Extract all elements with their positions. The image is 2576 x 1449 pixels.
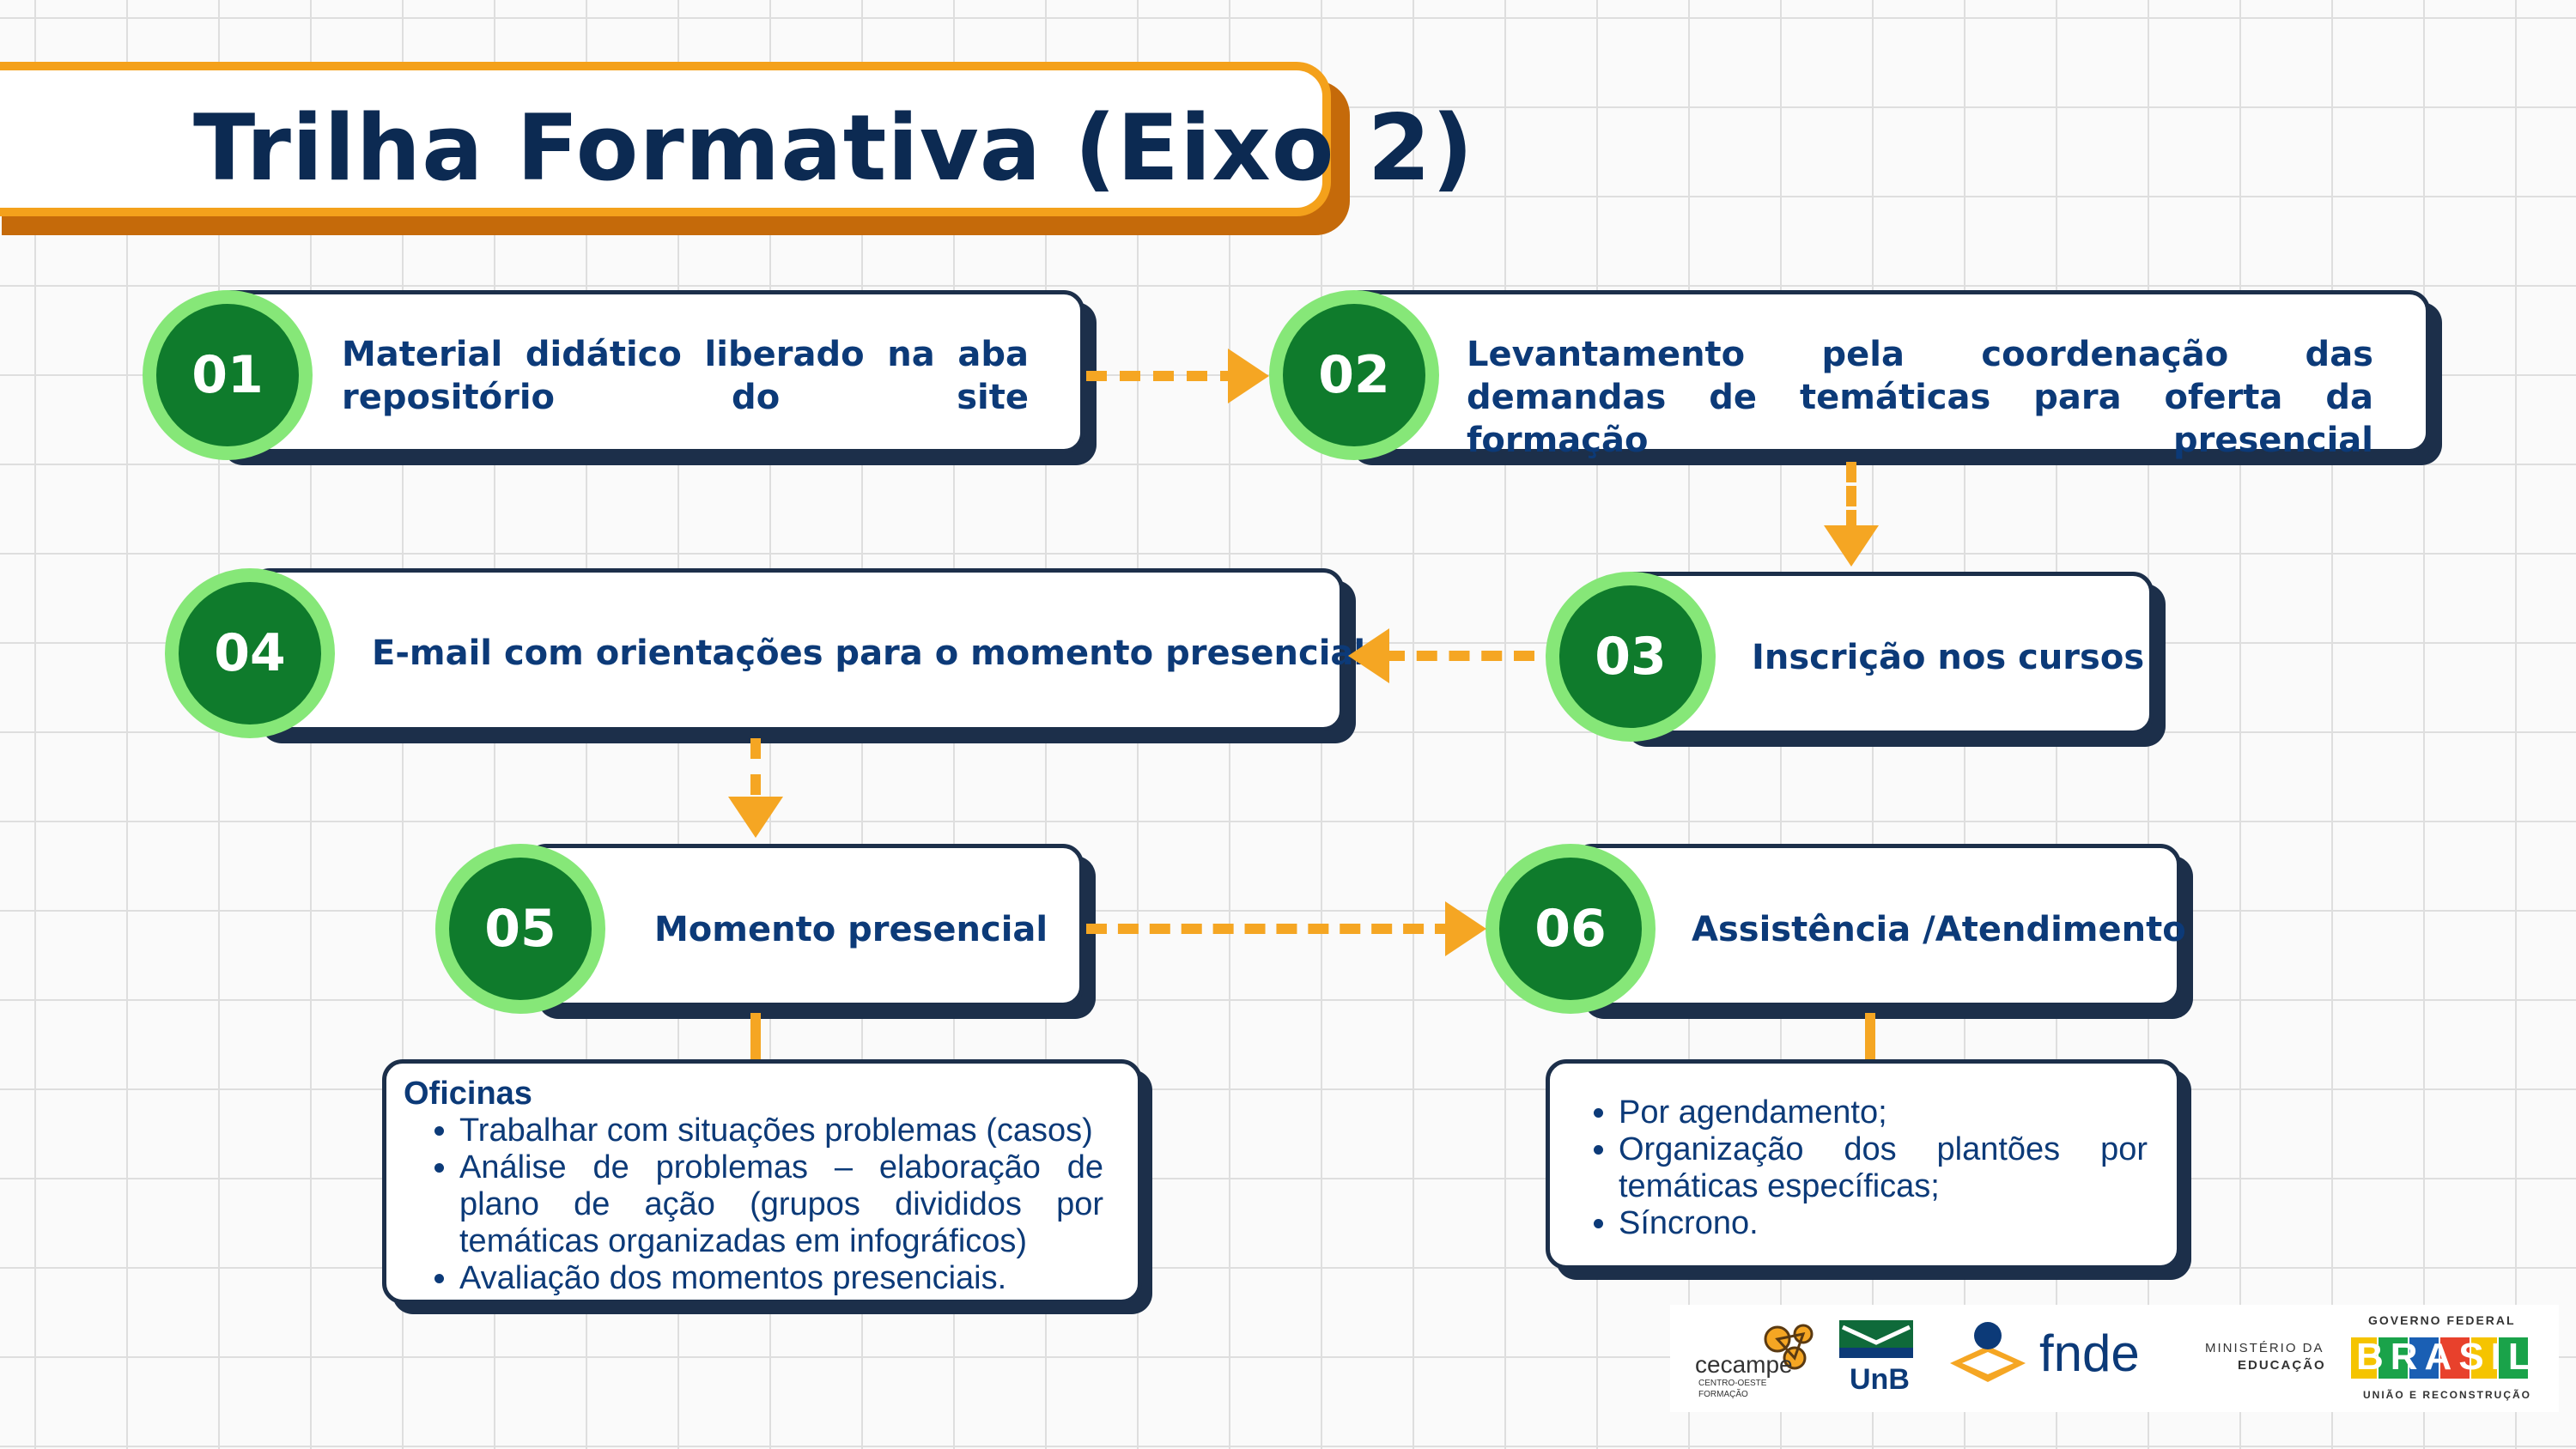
cecampe-sub2: FORMAÇÃO [1698,1390,1748,1399]
arrow-05-06-icon [1445,901,1486,956]
workshops-list [404,1113,1103,1297]
list-item: • Por agendamento; [1619,1094,2148,1131]
cecampe-name: cecampe [1695,1351,1793,1378]
cecampe-logo [1692,1313,1829,1408]
step-03-text: Inscrição nos cursos [1752,638,2145,677]
workshops-heading: Oficinas [404,1076,532,1112]
page-title: Trilha Formativa (Eixo 2) [193,95,1474,201]
brasil-wordmark [2351,1331,2538,1382]
workshops-box [382,1059,1142,1304]
connector-06-assistance [1865,1013,1875,1061]
cecampe-sub: CENTRO-OESTE [1698,1379,1767,1388]
gov-bottom-label: UNIÃO E RECONSTRUÇÃO [2363,1389,2532,1401]
ministry-logo [2205,1341,2334,1384]
gov-brasil-logo [2351,1313,2540,1408]
connector-04-05 [750,738,761,795]
step-03-number: 03 [1546,572,1716,742]
unb-emblem-icon [1838,1319,1915,1361]
step-06-number: 06 [1485,844,1656,1014]
connector-05-workshops [750,1013,761,1061]
connector-05-06 [1086,924,1455,934]
list-item: • Análise de problemas – elaboração de plano de ação (grupos divididos por temáticas organizadas em infográficos) [459,1149,1103,1260]
step-02-number: 02 [1269,290,1439,460]
assistance-list [1550,1094,2148,1242]
arrow-03-04-icon [1348,628,1389,683]
step-04-number: 04 [165,568,335,738]
arrow-02-03-icon [1824,525,1879,567]
step-05-text: Momento presencial [654,910,1048,949]
list-item: • Trabalhar com situações problemas (casos) [459,1113,1103,1149]
ministry-line2: EDUCAÇÃO [2238,1358,2326,1373]
unb-logo [1838,1319,1923,1413]
fnde-logo [1945,1320,2185,1397]
step-06-text: Assistência /Atendimento [1692,910,2186,949]
fnde-label: fnde [2039,1325,2140,1382]
step-01-text: Material didático liberado na aba repositório do site [342,335,1029,417]
list-item: • Síncrono. [1619,1205,2148,1242]
gov-top-label: GOVERNO FEDERAL [2368,1313,2516,1327]
step-04-text: E-mail com orientações para o momento presencial [372,634,1366,673]
list-item: • Organização dos plantões por temáticas específicas; [1619,1131,2148,1205]
connector-01-02 [1086,371,1241,381]
step-01-number: 01 [143,290,313,460]
unb-label: UnB [1850,1363,1910,1396]
step-02-text: Levantamento pela coordenação das demandas de temáticas para oferta da formação presencial [1467,335,2373,460]
brasil-label: BRASIL [2356,1336,2538,1378]
fnde-emblem-icon [1945,1320,2031,1389]
arrow-04-05-icon [728,797,783,838]
list-item: • Avaliação dos momentos presenciais. [459,1260,1103,1297]
ministry-line1: MINISTÉRIO DA [2205,1341,2324,1355]
step-05-number: 05 [435,844,605,1014]
connector-03-04 [1384,651,1534,661]
connector-02-03 [1846,462,1856,530]
assistance-box [1546,1059,2181,1270]
arrow-01-02-icon [1228,349,1269,403]
